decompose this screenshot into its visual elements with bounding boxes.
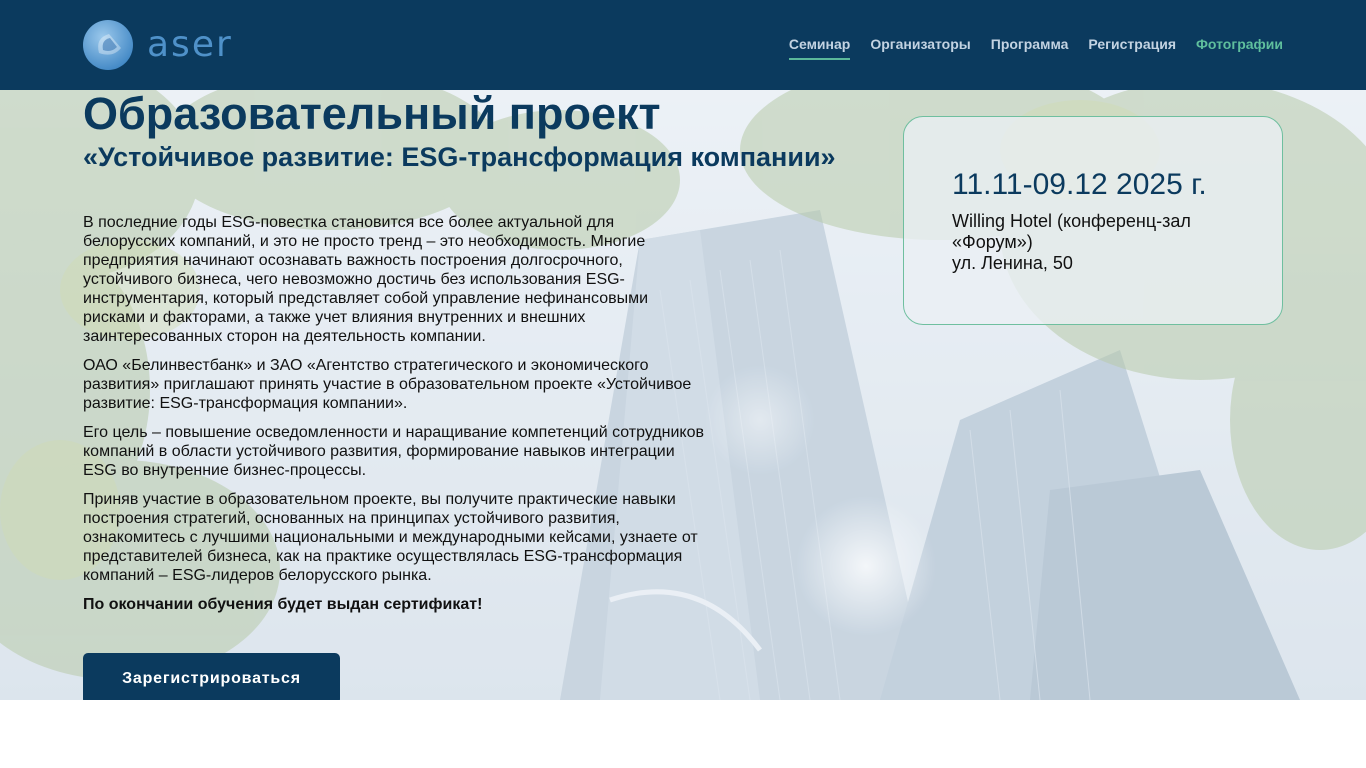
intro-text [83,213,708,624]
event-info-card [903,116,1283,325]
nav-item-seminar[interactable]: Семинар [789,36,850,60]
hero-section [0,90,1366,700]
logo-text: aser [147,24,233,65]
event-venue: Willing Hotel (конференц-зал «Форум») [952,211,1191,252]
intro-paragraph: Приняв участие в образовательном проекте, вы получите практические навыки построения стратегий, основанных на принципах устойчивого развития, ознакомитесь с лучшими национальными и международными кейсами, узнаете от представителей бизнеса, как на практике осуществлялась ESG-трансформация компаний – ESG-лидеров белорусского рынка. [83,491,698,584]
nav-item-registration[interactable]: Регистрация [1088,36,1176,52]
page-title: Образовательный проект [83,90,661,139]
event-address: ул. Ленина, 50 [952,253,1073,273]
nav-item-photos[interactable]: Фотографии [1195,36,1283,52]
page-subtitle: «Устойчивое развитие: ESG-трансформация компании» [83,142,836,172]
nav-item-organizers[interactable]: Организаторы [870,36,971,52]
site-header [0,0,1366,90]
logo-icon [83,20,133,70]
main-nav [789,36,1283,60]
certificate-note: По окончании обучения будет выдан сертификат! [83,596,483,613]
intro-paragraph: Его цель – повышение осведомленности и наращивание компетенций сотрудников компаний в области устойчивого развития, формирование навыков интеграции ESG во внутренние бизнес-процессы. [83,424,704,479]
intro-paragraph: В последние годы ESG-повестка становится все более актуальной для белорусских компаний, и это не просто тренд – это необходимость. Многие предприятия начинают осознавать важность построения долгосрочного, устойчивого бизнеса, чего невозможно достичь без использования ESG-инструментария, который представляет собой управление нефинансовыми рисками и факторами, а также учет влияния внутренних и внешних заинтересованных сторон на деятельность компании. [83,214,649,345]
aser-logo[interactable] [83,20,253,70]
event-date: 11.11-09.12 2025 г. [952,168,1207,201]
register-button[interactable]: Зарегистрироваться [83,653,340,700]
intro-paragraph: ОАО «Белинвестбанк» и ЗАО «Агентство стратегического и экономического развития» приглашают принять участие в образовательном проекте «Устойчивое развитие: ESG-трансформация компании». [83,357,692,412]
nav-item-program[interactable]: Программа [990,36,1069,52]
